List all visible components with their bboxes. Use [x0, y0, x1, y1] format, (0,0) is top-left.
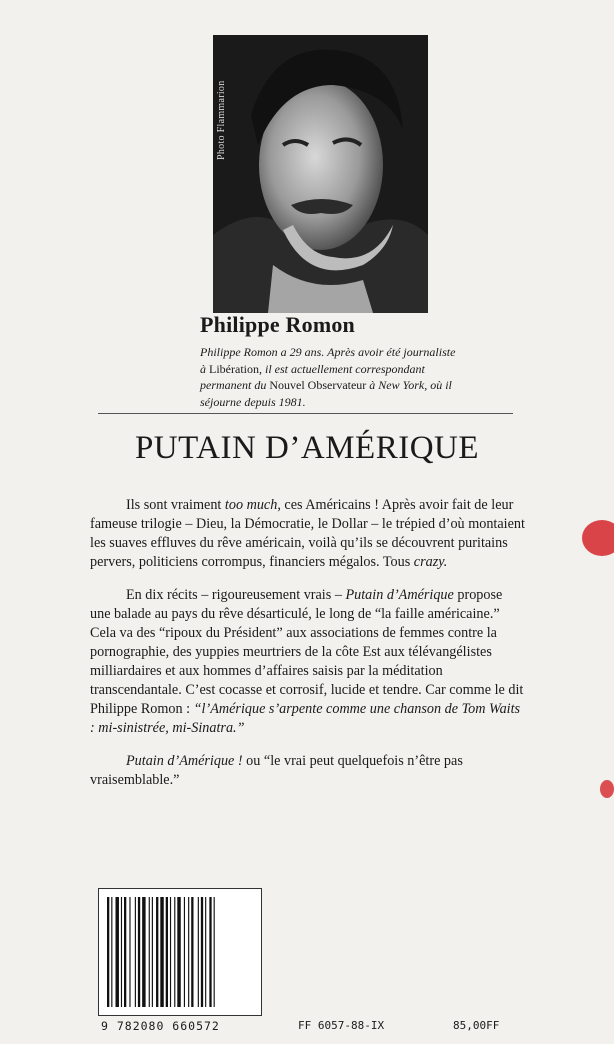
- isbn-number: 9 782080 660572: [101, 1019, 220, 1033]
- blurb-emphasis: crazy.: [413, 554, 448, 570]
- blurb-text: ou “le vrai peut quelquefois n’être pas vraisemblable.”: [90, 753, 463, 788]
- price: 85,00FF: [453, 1019, 500, 1032]
- bio-text: Philippe Romon a 29 ans. Après avoir été journaliste à: [200, 345, 456, 376]
- blurb-text: Ils sont vraiment: [126, 497, 225, 513]
- blurb-paragraph: [90, 752, 526, 790]
- author-photo: [213, 35, 428, 313]
- bio-text: à New York, où il séjourne depuis 1981.: [200, 378, 452, 409]
- book-title: PUTAIN D’AMÉRIQUE: [134, 430, 480, 466]
- author-name: Philippe Romon: [200, 312, 355, 337]
- red-stain: [582, 520, 614, 556]
- blurb-text: En dix récits – rigoureusement vrais –: [126, 587, 346, 603]
- bio-newspaper: Libération: [209, 361, 259, 376]
- blurb-text: , ces Américains ! Après avoir fait de leur fameuse trilogie – Dieu, la Démocratie, le Dollar – le trépied d’où montaient les suaves effluves du rêve américain, voilà qu’ils se découvrent puritains pervers, politiciens corrompus, financiers mégalos. Tous: [90, 497, 525, 570]
- portrait-image: [213, 35, 428, 313]
- bio-magazine: Nouvel Observateur: [269, 378, 367, 392]
- author-bio: [200, 344, 460, 410]
- blurb-emphasis: Putain d’Amérique !: [126, 753, 243, 769]
- divider: [98, 413, 513, 414]
- barcode-bars: [107, 897, 253, 1007]
- bio-text: , il est actuellement correspondant permanent du: [200, 361, 425, 392]
- blurb: [90, 496, 526, 804]
- blurb-emphasis: too much: [224, 497, 278, 513]
- barcode: [98, 888, 262, 1016]
- blurb-paragraph: [90, 496, 526, 572]
- blurb-quote: “l’Amérique s’arpente comme une chanson de Tom Waits : mi-sinistrée, mi-Sinatra.”: [90, 701, 521, 736]
- blurb-paragraph: [90, 586, 526, 738]
- blurb-text: propose une balade au pays du rêve désarticulé, le long de “la faille américaine.” Cela va des “ripoux du Président” aux associations de femmes contre la pornographie, des yuppies meurtriers de la côte Est aux télévangélistes milliardaires et aux hommes d’affaires saisis par la méditation transcendantale. C’est cocasse et corrosif, lucide et tendre. Car comme le dit Philippe Romon :: [90, 587, 524, 717]
- red-stain: [600, 780, 614, 798]
- blurb-emphasis: Putain d’Amérique: [345, 587, 454, 603]
- reference-code: FF 6057-88-IX: [298, 1019, 385, 1032]
- photo-credit: Photo Flammarion: [216, 80, 227, 160]
